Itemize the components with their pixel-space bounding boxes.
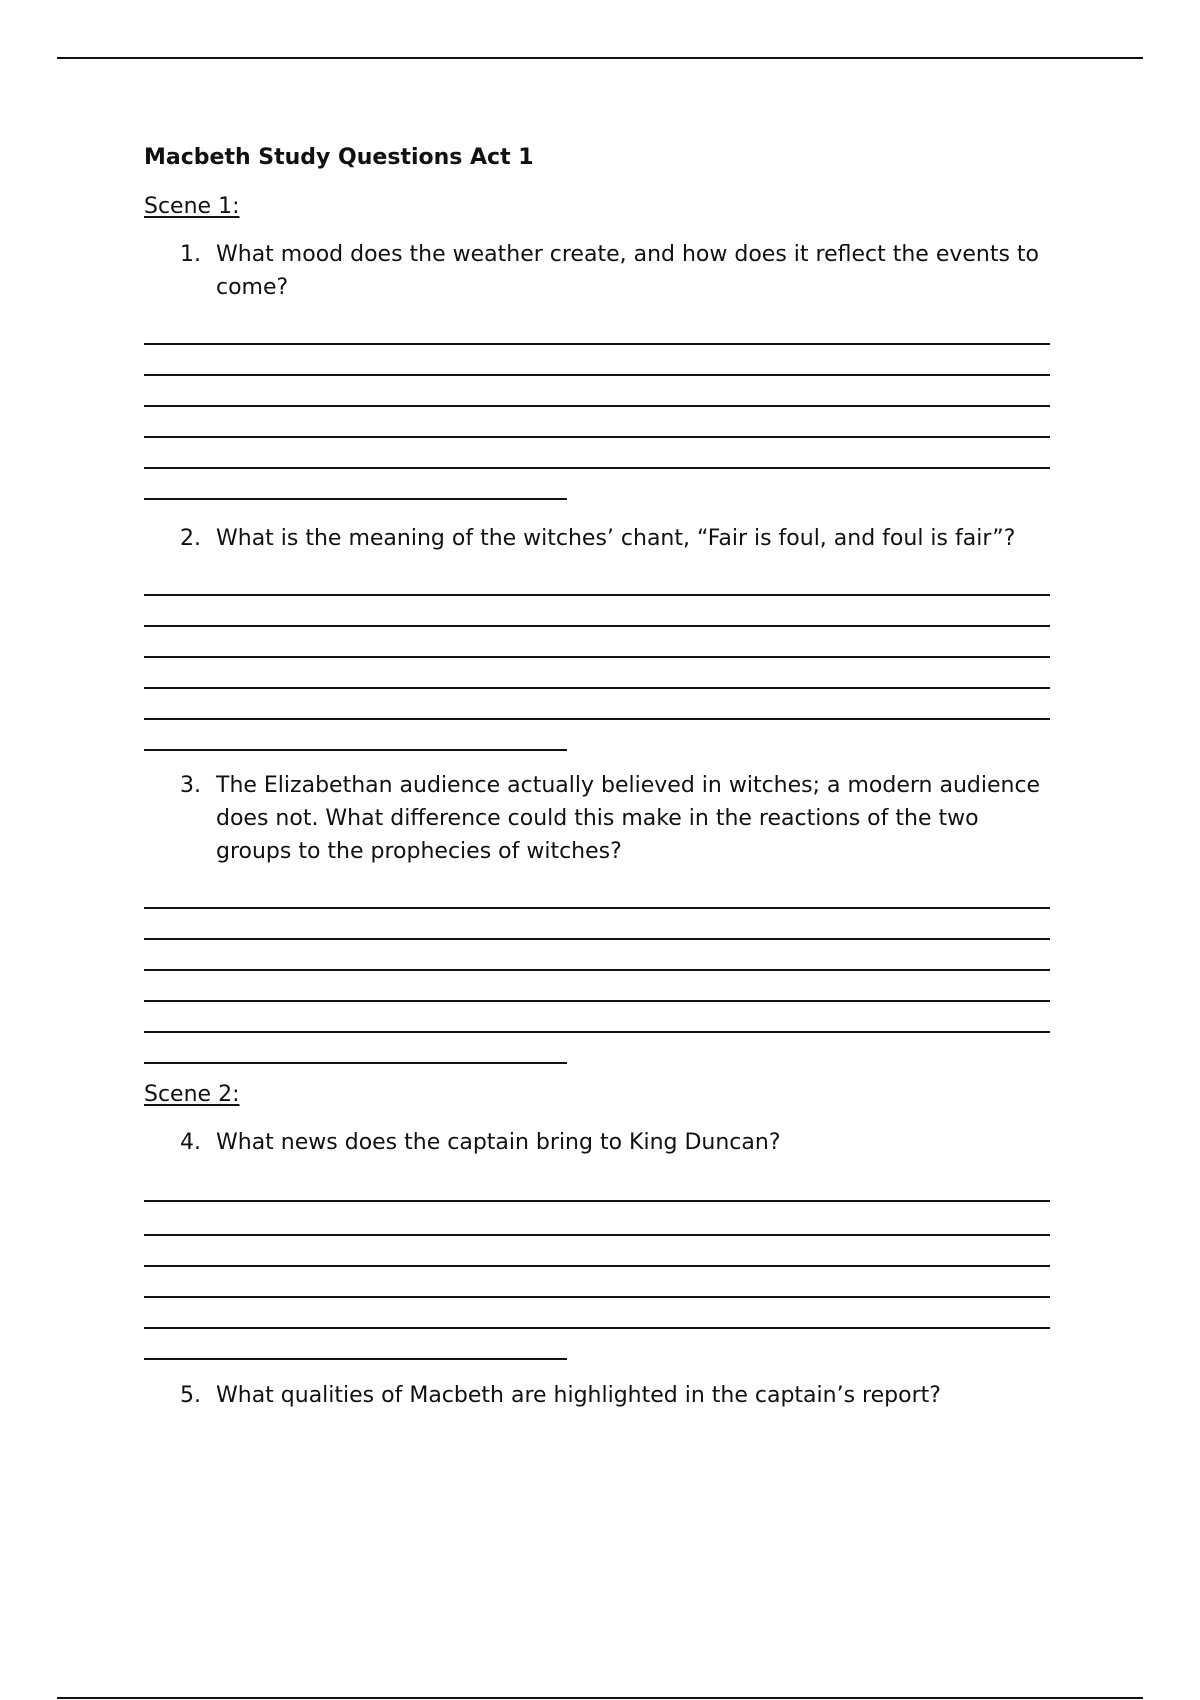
- question-text: The Elizabethan audience actually believed in witches; a modern audience does not. What difference could this make in the reactions of the two groups to the prophecies of witches?: [216, 773, 1041, 864]
- answer-line[interactable]: [144, 469, 567, 500]
- answer-line[interactable]: [144, 1267, 1050, 1298]
- question-1: [144, 238, 1044, 304]
- answer-line[interactable]: [144, 316, 1050, 345]
- question-text: What news does the captain bring to King Duncan?: [216, 1130, 781, 1155]
- answer-area-2[interactable]: [144, 567, 1050, 751]
- answer-line[interactable]: [144, 345, 1050, 376]
- question-number: 2.: [180, 526, 201, 551]
- scene-heading-2: Scene 2:: [144, 1082, 240, 1107]
- answer-line[interactable]: [144, 438, 1050, 469]
- question-2: [144, 522, 1044, 555]
- answer-line[interactable]: [144, 407, 1050, 438]
- question-5: [144, 1379, 1044, 1412]
- question-number: 4.: [180, 1130, 201, 1155]
- answer-line[interactable]: [144, 880, 1050, 909]
- scene-heading-1: Scene 1:: [144, 194, 240, 219]
- answer-line[interactable]: [144, 1173, 1050, 1202]
- answer-line[interactable]: [144, 909, 1050, 940]
- answer-line[interactable]: [144, 1002, 1050, 1033]
- question-4: [144, 1126, 1044, 1159]
- answer-line[interactable]: [144, 627, 1050, 658]
- page-title: Macbeth Study Questions Act 1: [144, 145, 534, 170]
- page-bottom-rule: [57, 1697, 1143, 1699]
- question-text: What mood does the weather create, and how does it reflect the events to come?: [216, 242, 1040, 300]
- answer-line[interactable]: [144, 720, 567, 751]
- answer-line[interactable]: [144, 1202, 1050, 1236]
- answer-line[interactable]: [144, 1298, 1050, 1329]
- question-number: 1.: [180, 242, 201, 267]
- answer-line[interactable]: [144, 596, 1050, 627]
- page-top-rule: [57, 57, 1143, 59]
- worksheet: [144, 143, 1054, 1412]
- answer-line[interactable]: [144, 1329, 567, 1360]
- answer-line[interactable]: [144, 971, 1050, 1002]
- answer-line[interactable]: [144, 567, 1050, 596]
- answer-line[interactable]: [144, 1236, 1050, 1267]
- question-3: [144, 769, 1044, 868]
- question-number: 5.: [180, 1383, 201, 1408]
- answer-line[interactable]: [144, 940, 1050, 971]
- answer-area-4[interactable]: [144, 1173, 1050, 1360]
- question-number: 3.: [180, 773, 201, 798]
- answer-line[interactable]: [144, 658, 1050, 689]
- answer-line[interactable]: [144, 376, 1050, 407]
- answer-line[interactable]: [144, 689, 1050, 720]
- answer-area-3[interactable]: [144, 880, 1050, 1064]
- answer-area-1[interactable]: [144, 316, 1050, 500]
- answer-line[interactable]: [144, 1033, 567, 1064]
- question-text: What is the meaning of the witches’ chant, “Fair is foul, and foul is fair”?: [216, 526, 1016, 551]
- question-text: What qualities of Macbeth are highlighted in the captain’s report?: [216, 1383, 941, 1408]
